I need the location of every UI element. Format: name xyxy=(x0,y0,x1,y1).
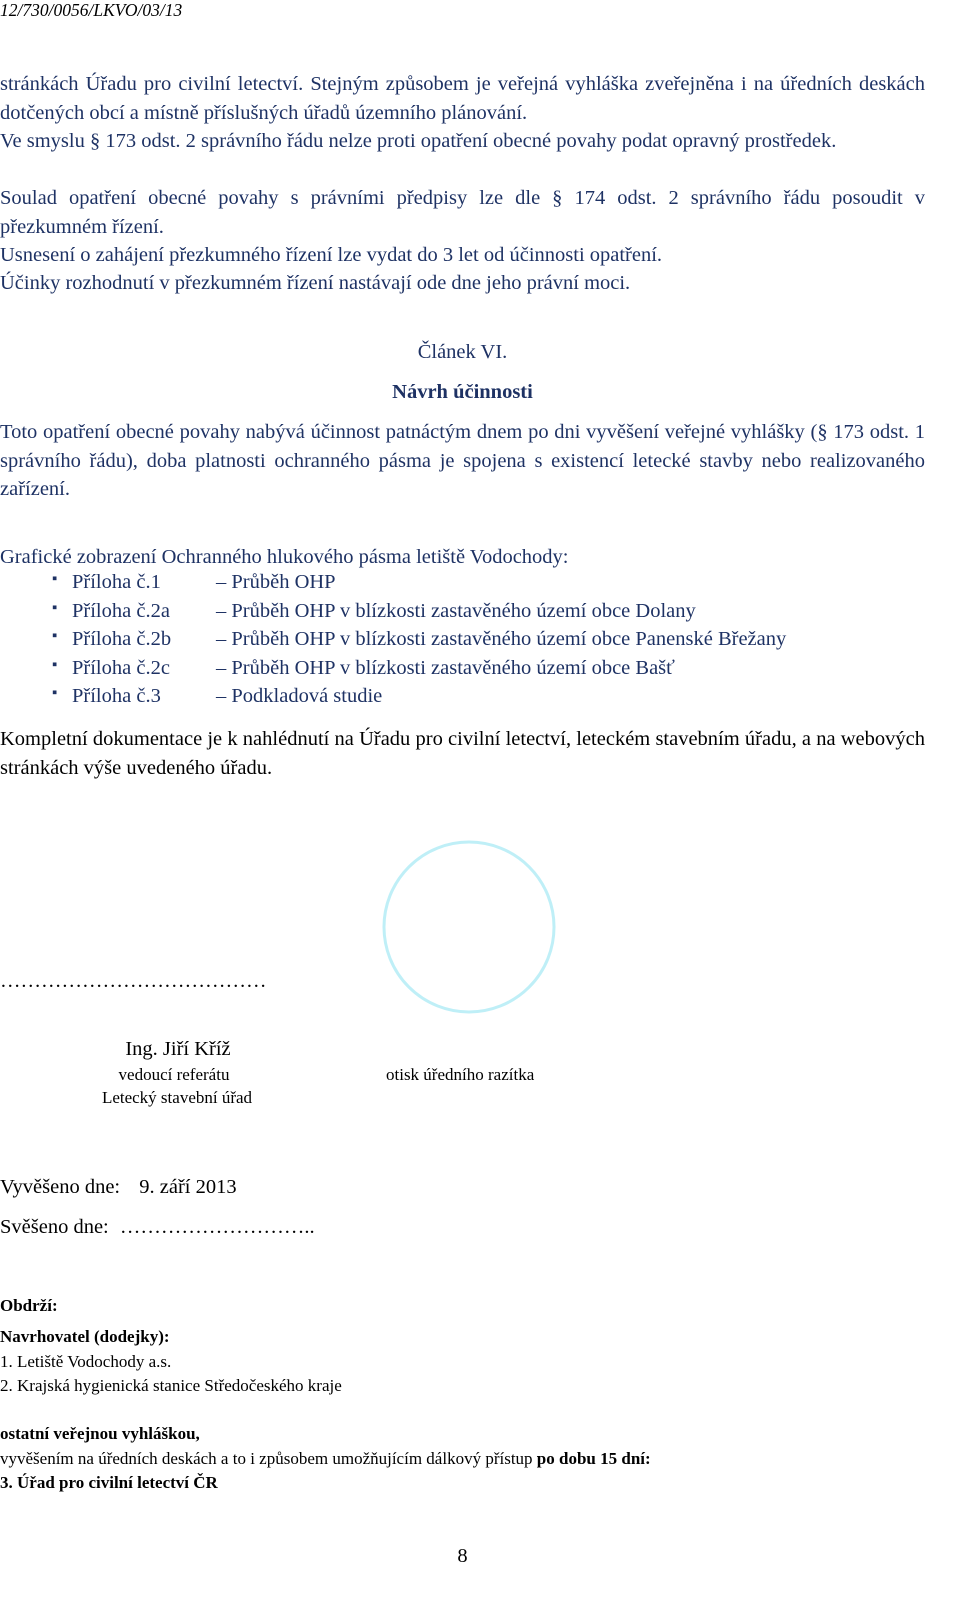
square-bullet-icon: ▪ xyxy=(52,628,58,644)
stamp-label: otisk úředního razítka xyxy=(386,1065,535,1084)
attachment-label: Příloha č.3 xyxy=(72,685,161,707)
stamp-outline xyxy=(384,842,554,1012)
document-reference: 12/730/0056/LKVO/03/13 xyxy=(0,0,183,20)
square-bullet-icon: ▪ xyxy=(52,656,58,673)
public-heading: ostatní veřejnou vyhláškou, xyxy=(0,1424,200,1443)
public-text-bold: po dobu 15 dní: xyxy=(536,1449,651,1468)
paragraph-no-appeal: Ve smyslu § 173 odst. 2 správního řádu nelze proti opatření obecné povahy podat opravný prostředek. xyxy=(0,130,837,152)
attachment-label: Příloha č.2c xyxy=(72,656,170,679)
posted-label: Vyvěšeno dne: xyxy=(0,1176,121,1198)
removed-dots: ……………………….. xyxy=(119,1216,315,1238)
recipients-heading: Obdrží: xyxy=(0,1296,58,1315)
page-number: 8 xyxy=(457,1545,468,1567)
attachment-description: – Podkladová studie xyxy=(216,685,383,707)
removed-line xyxy=(0,1216,315,1239)
recipient-office: 3. Úřad pro civilní letectví ČR xyxy=(0,1473,218,1492)
attachment-description: – Průběh OHP v blízkosti zastavěného území obce Panenské Břežany xyxy=(216,628,787,650)
signatory-office: Letecký stavební úřad xyxy=(101,1088,253,1107)
attachment-label: Příloha č.1 xyxy=(72,571,161,593)
paragraph-effects: Účinky rozhodnutí v přezkumném řízení nastávají ode dne jeho právní moci. xyxy=(0,272,631,294)
public-text xyxy=(0,1449,651,1469)
paragraph-review: Soulad opatření obecné povahy s právními předpisy lze dle § 174 odst. 2 správního řádu posoudit v přezkumném řízení. xyxy=(0,187,925,238)
removed-label: Svěšeno dne: xyxy=(0,1216,109,1238)
graphics-intro: Grafické zobrazení Ochranného hlukového pásma letiště Vodochody: xyxy=(0,546,569,568)
square-bullet-icon: ▪ xyxy=(52,599,58,616)
paragraph-publication: stránkách Úřadu pro civilní letectví. Stejným způsobem je veřejná vyhláška zveřejněna i na úředních deskách dotčených obcí a místně příslušných úřadů územního plánování. xyxy=(0,73,925,124)
attachment-label: Příloha č.2b xyxy=(72,628,172,650)
article-number: Článek VI. xyxy=(417,341,508,363)
signatory-name: Ing. Jiří Kříž xyxy=(125,1038,231,1060)
article-title: Návrh účinnosti xyxy=(392,381,533,403)
attachment-label: Příloha č.2a xyxy=(72,599,170,622)
stamp-circle xyxy=(378,836,560,1018)
article-text: Toto opatření obecné povahy nabývá účinnost patnáctým dnem po dni vyvěšení veřejné vyhlášky (§ 173 odst. 1 správního řádu), doba platnosti ochranného pásma je spojena s existencí letecké stavby nebo realizovaného zařízení. xyxy=(0,421,925,500)
signatory-role: vedoucí referátu xyxy=(118,1065,230,1084)
signature-line: ………………………………… xyxy=(0,970,267,992)
proposer-2: 2. Krajská hygienická stanice Středočeského kraje xyxy=(0,1376,342,1395)
paragraph-review-resolution: Usnesení o zahájení přezkumného řízení lze vydat do 3 let od účinnosti opatření. xyxy=(0,244,663,266)
proposer-heading: Navrhovatel (dodejky): xyxy=(0,1327,170,1346)
posted-line xyxy=(0,1176,237,1199)
public-text-normal: vyvěšením na úředních deskách a to i způsobem umožňujícím dálkový přístup xyxy=(0,1449,533,1468)
posted-date: 9. září 2013 xyxy=(139,1176,237,1198)
attachment-description: – Průběh OHP v blízkosti zastavěného území obce Dolany xyxy=(216,599,696,622)
attachment-description: – Průběh OHP xyxy=(216,571,336,593)
documentation-paragraph: Kompletní dokumentace je k nahlédnutí na Úřadu pro civilní letectví, leteckém stavebním úřadu, a na webových stránkách výše uvedeného úřadu. xyxy=(0,728,925,779)
attachment-description: – Průběh OHP v blízkosti zastavěného území obce Bašť xyxy=(216,656,675,679)
square-bullet-icon: ▪ xyxy=(52,571,58,587)
square-bullet-icon: ▪ xyxy=(52,685,58,701)
proposer-1: 1. Letiště Vodochody a.s. xyxy=(0,1352,172,1371)
